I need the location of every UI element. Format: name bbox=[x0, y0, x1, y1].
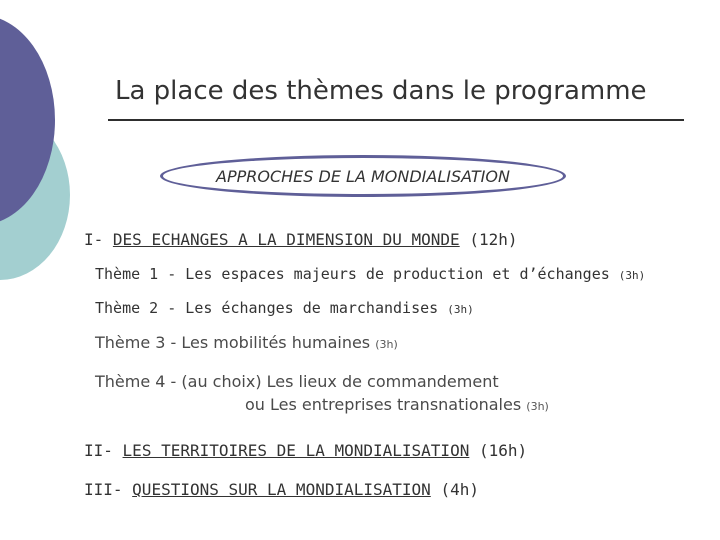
part-3-hours: (4h) bbox=[440, 480, 479, 499]
part-3-prefix: III- bbox=[84, 480, 123, 499]
title-underline bbox=[108, 119, 684, 121]
part-3-heading bbox=[84, 480, 479, 499]
theme-2 bbox=[95, 299, 474, 317]
theme-4 bbox=[95, 372, 499, 391]
approach-oval bbox=[160, 155, 566, 197]
approach-label: APPROCHES DE LA MONDIALISATION bbox=[216, 166, 510, 186]
theme-3-hours: (3h) bbox=[375, 338, 398, 351]
theme-3-label: Thème 3 - Les mobilités humaines bbox=[95, 333, 371, 352]
theme-1 bbox=[95, 265, 645, 283]
theme-4-label: Thème 4 - (au choix) Les lieux de commandement bbox=[95, 372, 499, 391]
part-2-hours: (16h) bbox=[478, 441, 528, 460]
part-1-prefix: I- bbox=[84, 230, 104, 249]
part-1-title: DES ECHANGES A LA DIMENSION DU MONDE bbox=[112, 230, 460, 249]
slide-title: La place des thèmes dans le programme bbox=[115, 76, 647, 106]
part-2-prefix: II- bbox=[84, 441, 113, 460]
theme-4-hours: (3h) bbox=[526, 400, 549, 413]
part-1-hours: (12h) bbox=[469, 230, 518, 249]
theme-4-line2 bbox=[245, 395, 549, 414]
theme-4-label-line2: ou Les entreprises transnationales bbox=[245, 395, 522, 414]
theme-1-hours: (3h) bbox=[618, 269, 646, 282]
theme-3 bbox=[95, 333, 398, 352]
part-1-heading bbox=[84, 230, 518, 249]
part-2-heading bbox=[84, 441, 527, 460]
theme-2-hours: (3h) bbox=[447, 303, 474, 316]
part-3-title: QUESTIONS SUR LA MONDIALISATION bbox=[132, 480, 431, 499]
theme-2-label: Thème 2 - Les échanges de marchandises bbox=[95, 299, 439, 317]
theme-1-label: Thème 1 - Les espaces majeurs de production et d’échanges bbox=[95, 265, 610, 283]
part-2-title: LES TERRITOIRES DE LA MONDIALISATION bbox=[122, 441, 470, 460]
